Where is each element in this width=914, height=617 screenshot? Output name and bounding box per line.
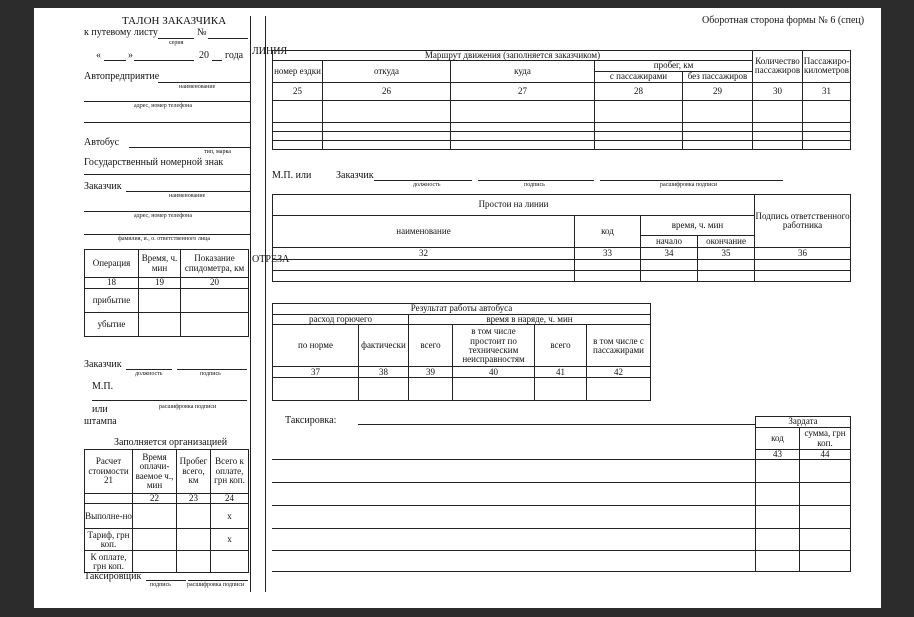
- taxation-line[interactable]: [272, 528, 755, 529]
- table-cell[interactable]: [803, 140, 851, 149]
- cost-done-time[interactable]: [133, 504, 177, 529]
- result-num: 37: [273, 367, 359, 378]
- table-cell[interactable]: [683, 131, 753, 140]
- idle-header-start: начало: [641, 236, 698, 248]
- idle-caption: Простои на линии: [273, 195, 755, 216]
- customer-label: Заказчик: [84, 181, 122, 192]
- table-cell[interactable]: [800, 460, 851, 483]
- table-cell[interactable]: [756, 460, 800, 483]
- table-cell[interactable]: [756, 529, 800, 551]
- table-cell[interactable]: [535, 378, 587, 401]
- table-cell[interactable]: [683, 122, 753, 131]
- or-label: или: [92, 404, 108, 415]
- customer-person-line[interactable]: [84, 234, 250, 235]
- ops-arrival-meter[interactable]: [181, 289, 249, 313]
- table-cell[interactable]: [273, 131, 323, 140]
- table-row: [273, 131, 851, 140]
- table-row: [273, 378, 651, 401]
- table-cell[interactable]: [595, 100, 683, 122]
- table-row: [756, 483, 851, 506]
- ops-departure-meter[interactable]: [181, 313, 249, 337]
- table-cell[interactable]: [273, 378, 359, 401]
- ops-header-meter: Показание спидометра, км: [181, 250, 249, 278]
- org-address-hint: адрес, номер телефона: [134, 103, 193, 109]
- table-cell[interactable]: [755, 271, 851, 282]
- table-cell[interactable]: [595, 122, 683, 131]
- day-line[interactable]: [104, 60, 126, 61]
- table-cell[interactable]: [698, 260, 755, 271]
- pay-caption: Зардата: [756, 417, 851, 428]
- org-label: Автопредприятие: [84, 71, 160, 82]
- ops-arrival-time[interactable]: [139, 289, 181, 313]
- result-header-idle: в том числе простоит по техническим неисправностям: [453, 325, 535, 367]
- taxation-label: Таксировка:: [285, 415, 337, 426]
- table-cell[interactable]: [273, 260, 575, 271]
- table-cell[interactable]: [453, 378, 535, 401]
- operations-table: [84, 249, 249, 337]
- cost-num-23: 23: [177, 494, 211, 504]
- cost-header-total: Всего к оплате, грн коп.: [211, 450, 249, 494]
- org-line[interactable]: [158, 82, 250, 83]
- route-header-pkm: Пассажиро-километров: [803, 51, 851, 83]
- table-cell[interactable]: [359, 378, 409, 401]
- route-signature-hint: подпись: [524, 182, 545, 188]
- idle-header-time: время, ч. мин: [641, 216, 755, 236]
- plate-label: Государственный номерной знак: [84, 157, 224, 168]
- taxation-line[interactable]: [272, 459, 755, 460]
- customer-address-line[interactable]: [84, 211, 250, 212]
- table-row: [756, 460, 851, 483]
- org-address-line[interactable]: [84, 101, 250, 102]
- idle-header-sign: Подпись ответственного работника: [755, 195, 851, 248]
- stamp-label: штампа: [84, 416, 117, 427]
- idle-header-code: код: [575, 216, 641, 248]
- tear-line-left: [250, 16, 251, 592]
- table-cell[interactable]: [323, 131, 451, 140]
- mp-or-label: М.П. или: [272, 170, 312, 181]
- table-row: [756, 529, 851, 551]
- sign-position-hint: должность: [135, 371, 163, 377]
- result-num: 41: [535, 367, 587, 378]
- tear-label-line: ЛИНИЯ: [252, 46, 288, 57]
- form-sheet: [34, 8, 881, 608]
- table-cell[interactable]: [683, 140, 753, 149]
- pay-table: [755, 416, 851, 572]
- result-num: 38: [359, 367, 409, 378]
- table-cell[interactable]: [800, 529, 851, 551]
- result-header-total2: всего: [535, 325, 587, 367]
- cost-num-24: 24: [211, 494, 249, 504]
- year-line[interactable]: [212, 60, 222, 61]
- taxation-line[interactable]: [272, 505, 755, 506]
- taxer-label: Таксировщик: [84, 571, 142, 582]
- cost-pay-time[interactable]: [133, 551, 177, 573]
- table-cell[interactable]: [800, 551, 851, 572]
- route-decode-hint: расшифровка подписи: [660, 182, 718, 188]
- route-header-from: откуда: [323, 61, 451, 82]
- result-table: [272, 303, 651, 401]
- route-num: 25: [273, 82, 323, 100]
- pay-num: 44: [800, 450, 851, 460]
- idle-num: 34: [641, 248, 698, 260]
- table-cell[interactable]: [756, 551, 800, 572]
- table-cell[interactable]: [323, 140, 451, 149]
- pay-header-sum: сумма, грн коп.: [800, 428, 851, 450]
- year-prefix: 20: [199, 50, 209, 61]
- result-header-time: время в наряде, ч. мин: [409, 315, 651, 325]
- table-cell[interactable]: [756, 506, 800, 529]
- idle-num: 33: [575, 248, 641, 260]
- ops-num-19: 19: [139, 278, 181, 289]
- table-row: [273, 122, 851, 131]
- ops-departure-time[interactable]: [139, 313, 181, 337]
- result-num: 42: [587, 367, 651, 378]
- month-line[interactable]: [134, 60, 194, 61]
- table-row: [756, 506, 851, 529]
- route-num: 27: [451, 82, 595, 100]
- result-caption: Результат работы автобуса: [273, 304, 651, 315]
- route-position-hint: должность: [413, 182, 441, 188]
- route-customer-label: Заказчик: [336, 170, 374, 181]
- result-num: 40: [453, 367, 535, 378]
- table-cell[interactable]: [451, 131, 595, 140]
- decode-hint: расшифровка подписи: [159, 404, 217, 410]
- table-cell[interactable]: [273, 100, 323, 122]
- customer-hint-name: наименование: [169, 193, 206, 199]
- table-cell[interactable]: [800, 483, 851, 506]
- table-cell[interactable]: [575, 260, 641, 271]
- table-cell[interactable]: [595, 140, 683, 149]
- route-table: [272, 50, 851, 150]
- reverse-side-header: Оборотная сторона формы № 6 (спец): [702, 15, 865, 26]
- result-header-total: всего: [409, 325, 453, 367]
- result-num: 39: [409, 367, 453, 378]
- series-hint: серия: [169, 40, 184, 46]
- table-cell[interactable]: [683, 100, 753, 122]
- org-fill-caption: Заполняется организацией: [114, 437, 228, 448]
- ops-departure-label: убытие: [85, 313, 139, 337]
- taxation-line[interactable]: [358, 424, 755, 425]
- route-num: 31: [803, 82, 851, 100]
- idle-num: 35: [698, 248, 755, 260]
- table-cell[interactable]: [756, 483, 800, 506]
- cost-table: [84, 449, 249, 573]
- cost-done-mileage[interactable]: [177, 504, 211, 529]
- cost-tariff-x: x: [211, 529, 249, 551]
- year-word: года: [225, 50, 244, 61]
- table-cell[interactable]: [753, 100, 803, 122]
- cost-tariff-mileage[interactable]: [177, 529, 211, 551]
- cost-done-label: Выполне-но: [85, 504, 133, 529]
- result-header-norm: по норме: [273, 325, 359, 367]
- route-num: 29: [683, 82, 753, 100]
- table-cell[interactable]: [273, 122, 323, 131]
- taxer-signature-hint: подпись: [150, 582, 171, 588]
- customer-line[interactable]: [126, 191, 250, 192]
- taxation-line[interactable]: [272, 482, 755, 483]
- table-cell[interactable]: [575, 271, 641, 282]
- cost-tariff-label: Тариф, грн коп.: [85, 529, 133, 551]
- table-cell[interactable]: [595, 131, 683, 140]
- table-cell[interactable]: [803, 100, 851, 122]
- number-sign: №: [197, 27, 207, 38]
- route-num: 26: [323, 82, 451, 100]
- sign-signature-line[interactable]: [177, 369, 247, 370]
- cost-num-blank: [85, 494, 133, 504]
- mp-label: М.П.: [92, 381, 114, 392]
- cost-pay-total[interactable]: [211, 551, 249, 573]
- tear-line-right: [265, 16, 266, 592]
- bus-line[interactable]: [129, 147, 250, 148]
- mp-line[interactable]: [92, 400, 247, 401]
- idle-num: 36: [755, 248, 851, 260]
- table-cell[interactable]: [800, 506, 851, 529]
- cost-num-22: 22: [133, 494, 177, 504]
- cost-tariff-time[interactable]: [133, 529, 177, 551]
- sign-customer-label: Заказчик: [84, 359, 122, 370]
- route-position-line[interactable]: [374, 180, 472, 181]
- pay-header-code: код: [756, 428, 800, 450]
- table-row: [273, 260, 851, 271]
- table-cell[interactable]: [755, 260, 851, 271]
- sign-position-line[interactable]: [126, 369, 172, 370]
- table-cell[interactable]: [587, 378, 651, 401]
- table-cell[interactable]: [451, 122, 595, 131]
- waybill-label: к путевому листу: [84, 27, 158, 38]
- org-hint: наименование: [179, 84, 216, 90]
- customer-hint-address: адрес, номер телефона: [134, 213, 193, 219]
- number-line[interactable]: [208, 38, 248, 39]
- table-row: [756, 551, 851, 572]
- date-quote-open: «: [96, 50, 101, 61]
- tear-label-cut: ОТРЕЗА: [252, 254, 290, 265]
- route-header-without: без пассажиров: [683, 71, 753, 82]
- customer-hint-person: фамилия, и., о. ответственного лица: [118, 236, 210, 242]
- table-row: [273, 140, 851, 149]
- route-num: 30: [753, 82, 803, 100]
- table-cell[interactable]: [698, 271, 755, 282]
- ops-num-20: 20: [181, 278, 249, 289]
- sign-signature-hint: подпись: [200, 371, 221, 377]
- taxer-decode-line[interactable]: [188, 580, 248, 581]
- pay-num: 43: [756, 450, 800, 460]
- table-cell[interactable]: [323, 122, 451, 131]
- bus-label: Автобус: [84, 137, 120, 148]
- table-cell[interactable]: [409, 378, 453, 401]
- idle-header-end: окончание: [698, 236, 755, 248]
- taxer-decode-hint: расшифровка подписи: [187, 582, 245, 588]
- bus-hint: тип, марка: [204, 149, 231, 155]
- cost-header-mileage: Пробег всего, км: [177, 450, 211, 494]
- route-signature-line[interactable]: [478, 180, 594, 181]
- cost-header-calc: Расчет стоимости 21: [85, 450, 133, 494]
- taxation-line[interactable]: [272, 550, 755, 551]
- ops-num-18: 18: [85, 278, 139, 289]
- route-num: 28: [595, 82, 683, 100]
- idle-table: [272, 194, 851, 282]
- idle-num: 32: [273, 248, 575, 260]
- idle-header-name: наименование: [273, 216, 575, 248]
- route-header-trip: номер ездки: [273, 61, 323, 82]
- cost-pay-label: К оплате, грн коп.: [85, 551, 133, 573]
- table-cell[interactable]: [803, 122, 851, 131]
- route-caption: Маршрут движения (заполняется заказчиком): [273, 51, 753, 61]
- table-cell[interactable]: [451, 140, 595, 149]
- table-cell[interactable]: [273, 271, 575, 282]
- series-line[interactable]: [158, 38, 194, 39]
- route-header-with: с пассажирами: [595, 71, 683, 82]
- taxer-signature-line[interactable]: [146, 580, 186, 581]
- ops-arrival-label: прибытие: [85, 289, 139, 313]
- coupon-title: ТАЛОН ЗАКАЗЧИКА: [122, 15, 227, 27]
- org-extra-line[interactable]: [84, 122, 250, 123]
- table-cell[interactable]: [641, 271, 698, 282]
- table-cell[interactable]: [323, 100, 451, 122]
- ops-header-time: Время, ч. мин: [139, 250, 181, 278]
- result-header-fuel: расход горючего: [273, 315, 409, 325]
- table-cell[interactable]: [753, 131, 803, 140]
- route-header-mileage: пробег, км: [595, 61, 753, 71]
- cost-pay-mileage[interactable]: [177, 551, 211, 573]
- result-header-fact: фактически: [359, 325, 409, 367]
- table-cell[interactable]: [753, 140, 803, 149]
- table-row: [273, 271, 851, 282]
- result-header-pass: в том числе с пассажирами: [587, 325, 651, 367]
- cost-done-x: x: [211, 504, 249, 529]
- route-header-to: куда: [451, 61, 595, 82]
- table-cell[interactable]: [803, 131, 851, 140]
- table-cell[interactable]: [451, 100, 595, 122]
- table-cell[interactable]: [753, 122, 803, 131]
- date-quote-close: »: [128, 50, 133, 61]
- route-decode-line[interactable]: [600, 180, 783, 181]
- route-header-qty: Количество пассажиров: [753, 51, 803, 83]
- cost-header-time: Время оплачи-ваемое ч., мин: [133, 450, 177, 494]
- table-cell[interactable]: [273, 140, 323, 149]
- table-row: [273, 100, 851, 122]
- plate-line[interactable]: [84, 174, 250, 175]
- ops-header-operation: Операция: [85, 250, 139, 278]
- taxation-line[interactable]: [272, 571, 755, 572]
- table-cell[interactable]: [641, 260, 698, 271]
